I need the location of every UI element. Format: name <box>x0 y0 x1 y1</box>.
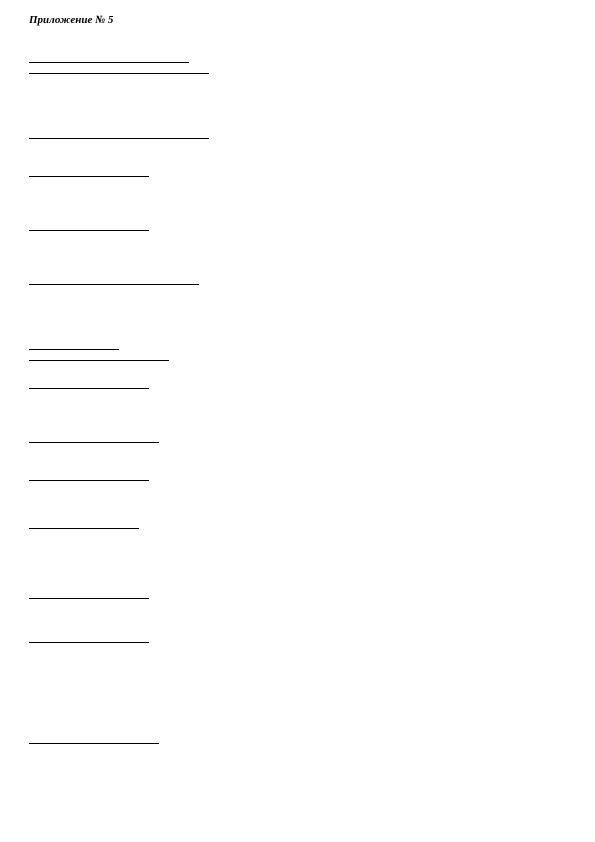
blank-field-line <box>29 281 199 285</box>
document-body <box>29 27 569 837</box>
blank-field-line <box>29 595 149 599</box>
blank-field-line <box>29 59 189 63</box>
blank-field-line <box>29 135 209 139</box>
blank-field-line <box>29 346 119 350</box>
blank-field-line <box>29 227 149 231</box>
form-line <box>29 831 569 836</box>
page-title: Приложение № 5 <box>29 14 114 26</box>
blank-field-line <box>29 70 209 74</box>
blank-field-line <box>29 740 159 744</box>
blank-field-line <box>29 385 149 389</box>
blank-field-line <box>29 477 149 481</box>
blank-field-line <box>29 357 169 361</box>
blank-field-line <box>29 439 159 443</box>
blank-field-line <box>29 525 139 529</box>
blank-field-line <box>29 173 149 177</box>
blank-field-line <box>29 639 149 643</box>
